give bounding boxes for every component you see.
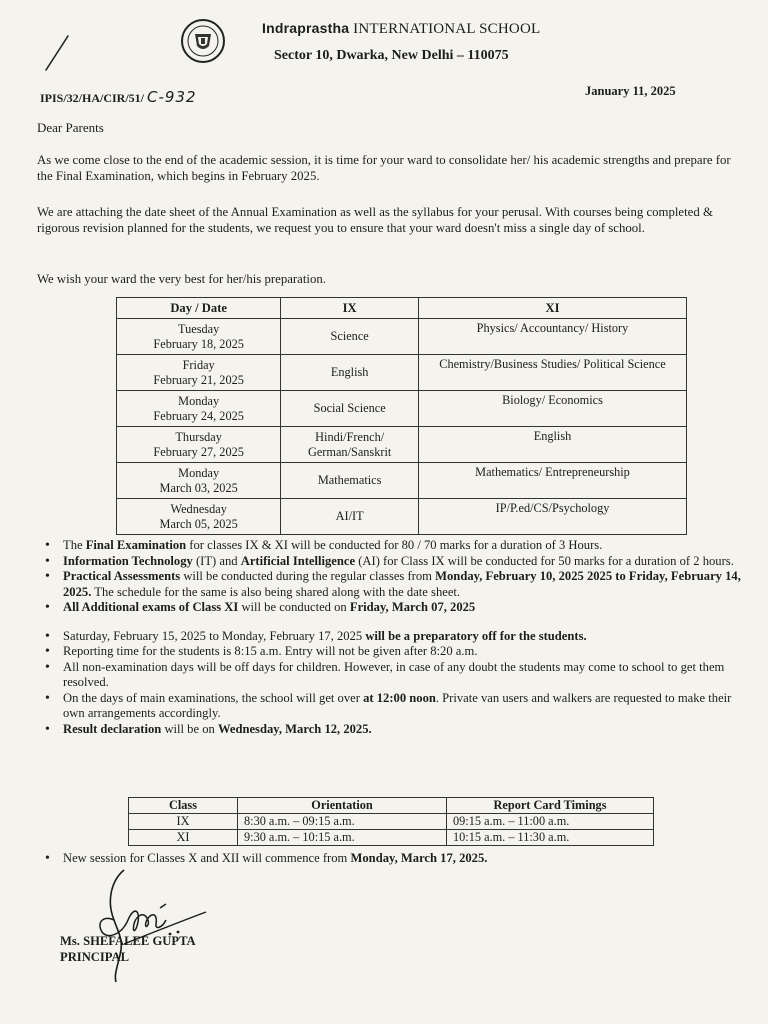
text-bold: at 12:00 noon: [363, 690, 436, 705]
date: February 24, 2025: [153, 408, 244, 423]
date: February 18, 2025: [153, 336, 244, 351]
list-item: [40, 600, 752, 616]
day-date-cell: [117, 463, 281, 499]
principal-signature: [84, 860, 214, 985]
result-header-row: [129, 798, 654, 814]
reference-number: [40, 88, 197, 106]
text-bold: Monday, March 17, 2025.: [350, 851, 488, 865]
date: February 27, 2025: [153, 444, 244, 459]
day-date-cell: [117, 427, 281, 463]
school-name-bold: Indraprastha: [262, 20, 350, 36]
ix-subject: AI/IT: [281, 499, 419, 535]
school-name: [262, 20, 540, 38]
table-row: [129, 814, 654, 830]
day: Friday: [182, 357, 215, 372]
list-item: • All non-examination days will be off days for children. However, in case of any doubt the students may come to school to get them resolved.: [40, 660, 752, 691]
text-bold: Friday, March 07, 2025: [349, 600, 476, 614]
day: Tuesday: [178, 321, 220, 336]
day: Monday: [178, 465, 220, 480]
text: Saturday, February 15, 2025 to Monday, February 17, 2025: [63, 628, 366, 643]
report-card-cell: 10:15 a.m. – 11:30 a.m.: [447, 830, 654, 846]
paragraph-datesheet: We are attaching the date sheet of the Annual Examination as well as the syllabus for your perusal. With courses being completed & rigorous revision planned for the students, we request you to ensure that your ward doesn't miss a single day of school.: [37, 205, 713, 235]
text-bold: Monday, February 10, 2025 2025 to Friday, February 14, 2025.: [63, 569, 741, 599]
header-class: Class: [129, 798, 238, 814]
reference-code: IPIS/32/HA/CIR/51/: [40, 91, 145, 105]
list-item: • Reporting time for the students is 8:15 a.m. Entry will not be given after 8:20 a.m.: [40, 644, 752, 660]
paragraph-intro: As we come close to the end of the academic session, it is time for your ward to consolidate her/ his academic strengths and prepare for the Final Examination, which begins in February 2025.: [37, 153, 731, 183]
letterhead: [180, 14, 600, 74]
text-bold: All Additional exams of Class XI: [63, 600, 239, 614]
header-report-card: Report Card Timings: [447, 798, 654, 814]
ix-subject: English: [281, 355, 419, 391]
text-bold: Information Technology: [63, 553, 193, 568]
text: (AI) for Class IX will be conducted for 50 marks for a duration of 2 hours.: [355, 553, 734, 568]
date: March 03, 2025: [159, 480, 238, 495]
day-date-cell: [117, 355, 281, 391]
date-sheet-header-row: [117, 298, 687, 319]
school-address: Sector 10, Dwarka, New Delhi – 110075: [274, 48, 509, 63]
day-date-cell: [117, 319, 281, 355]
text: On the days of main examinations, the school will get over: [63, 690, 364, 705]
list-item: [40, 538, 752, 554]
date: February 21, 2025: [153, 372, 244, 387]
exam-date-sheet: [116, 297, 687, 535]
text: will be conducted on: [238, 600, 350, 614]
principal-name: Ms. SHEFALEE GUPTA: [60, 934, 196, 948]
date: March 05, 2025: [159, 516, 238, 531]
orientation-cell: 8:30 a.m. – 09:15 a.m.: [238, 814, 447, 830]
xi-subject: Physics/ Accountancy/ History: [418, 319, 686, 355]
header-class-xi: XI: [418, 298, 686, 319]
table-row: [117, 499, 687, 535]
orientation-cell: 9:30 a.m. – 10:15 a.m.: [238, 830, 447, 846]
report-card-cell: 09:15 a.m. – 11:00 a.m.: [447, 814, 654, 830]
result-schedule-table: [128, 797, 654, 846]
ix-subject: Mathematics: [281, 463, 419, 499]
day-date-cell: [117, 391, 281, 427]
xi-subject: Biology/ Economics: [418, 391, 686, 427]
table-row: [117, 355, 687, 391]
text-bold: Result declaration: [63, 721, 162, 736]
day: Monday: [178, 393, 220, 408]
header-day-date: Day / Date: [117, 298, 281, 319]
text-bold: Artificial Intelligence: [240, 553, 356, 568]
table-row: [129, 830, 654, 846]
class-cell: XI: [129, 830, 238, 846]
ix-subject: Science: [281, 319, 419, 355]
ix-subject: Social Science: [281, 391, 419, 427]
class-cell: IX: [129, 814, 238, 830]
xi-subject: English: [418, 427, 686, 463]
text-bold: will be a preparatory off for the students.: [365, 628, 587, 643]
text: for classes IX & XI will be conducted for 80 / 70 marks for a duration of 3 Hours.: [186, 538, 603, 552]
text: will be conducted during the regular classes from: [180, 569, 436, 583]
text: will be on: [161, 721, 218, 736]
ix-subject: Hindi/French/ German/Sanskrit: [281, 427, 419, 463]
day: Thursday: [175, 429, 222, 444]
principal-title: PRINCIPAL: [60, 950, 130, 964]
list-item: [40, 629, 752, 645]
paragraph-wishes: We wish your ward the very best for her/his preparation.: [37, 272, 326, 286]
header-class-ix: IX: [281, 298, 419, 319]
school-crest-icon: [180, 18, 226, 64]
table-row: [117, 463, 687, 499]
text: The schedule for the same is also being shared along with the date sheet.: [91, 584, 461, 599]
bullet-icon: •: [45, 851, 50, 866]
school-name-rest: INTERNATIONAL SCHOOL: [353, 21, 541, 37]
xi-subject: IP/P.ed/CS/Psychology: [418, 499, 686, 535]
text-bold: Final Examination: [85, 538, 187, 552]
day: Wednesday: [170, 501, 227, 516]
text: (IT) and: [192, 553, 241, 568]
letter-date: January 11, 2025: [585, 84, 676, 98]
salutation: Dear Parents: [37, 120, 104, 135]
reference-handwritten: C-932: [147, 88, 197, 106]
table-row: [117, 319, 687, 355]
instructions-list: [40, 538, 752, 737]
list-item: [40, 722, 752, 738]
table-row: [117, 427, 687, 463]
text-bold: Wednesday, March 12, 2025.: [217, 721, 372, 736]
header-orientation: Orientation: [238, 798, 447, 814]
list-item: [40, 554, 752, 570]
day-date-cell: [117, 499, 281, 535]
list-item: [40, 691, 752, 722]
pen-tick-mark: [42, 32, 72, 74]
text: The: [63, 538, 86, 552]
list-item: [40, 569, 752, 600]
text: . Private van users and walkers are requested to make their own arrangements accordingly.: [63, 690, 732, 720]
text-bold: Practical Assessments: [63, 569, 181, 583]
xi-subject: Chemistry/Business Studies/ Political Science: [418, 355, 686, 391]
xi-subject: Mathematics/ Entrepreneurship: [418, 463, 686, 499]
table-row: [117, 391, 687, 427]
text: New session for Classes X and XII will commence from: [63, 851, 351, 865]
